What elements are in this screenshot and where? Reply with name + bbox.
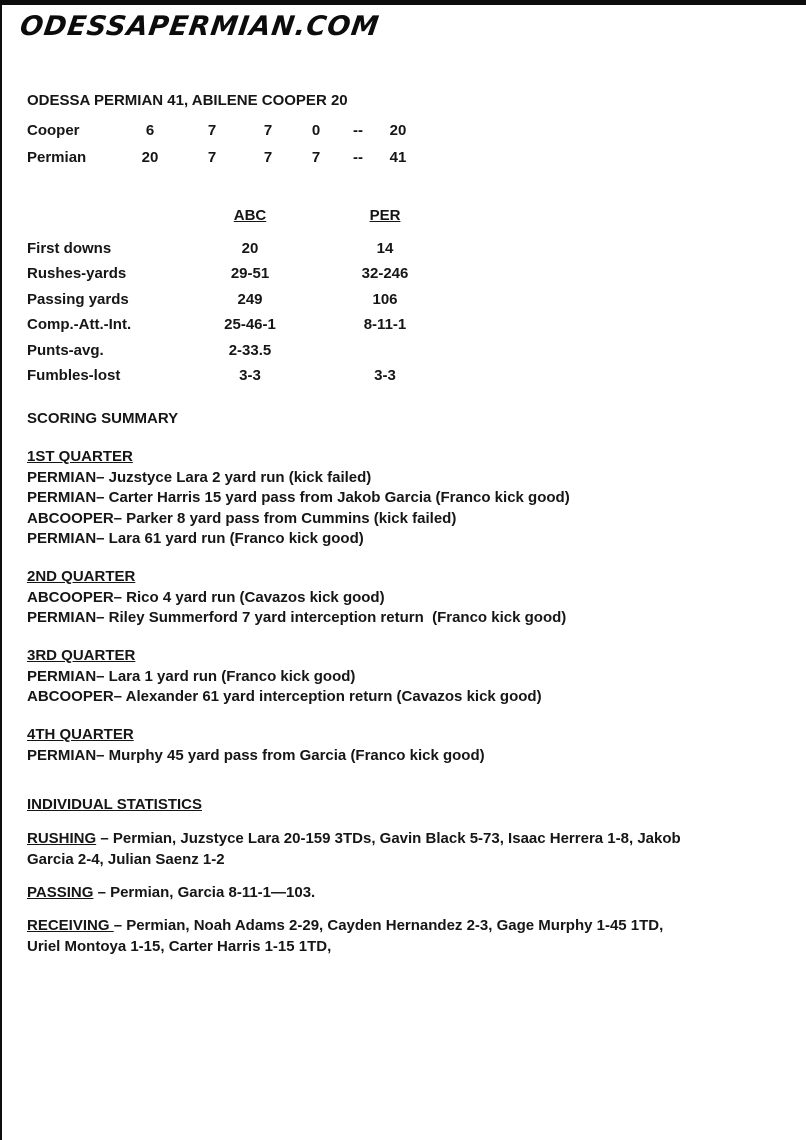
passing-text: – Permian, Garcia 8-11-1—103. [93,883,316,901]
receiving-text: – Permian, Noah Adams 2-29, Cayden Hernandez 2-3, Gage Murphy 1-45 1TD, [113,916,664,934]
stat-value-abc: 3-3 [239,367,261,384]
stat-label: Punts-avg. [27,341,104,359]
stats-header-abc: ABC [233,207,267,224]
site-logo: ODESSAPERMIAN.COM [18,11,382,42]
stat-row [27,338,806,364]
quarter-score: 6 [145,122,155,139]
score-separator: -- [353,149,363,166]
quarter-block-3 [27,646,806,708]
score-separator: -- [353,122,363,139]
quarter-score: 7 [311,149,321,166]
quarter-score: 0 [311,122,321,139]
scoring-play: ABCOOPER– Alexander 61 yard interception return (Cavazos kick good) [27,688,542,705]
quarter-title: 2ND QUARTER [27,568,136,585]
stat-value-abc: 2-33.5 [228,341,272,359]
document-content [2,91,806,957]
passing-section [27,882,747,903]
receiving-line-1 [27,915,747,936]
game-title: ODESSA PERMIAN 41, ABILENE COOPER 20 [27,92,348,109]
stat-label: Passing yards [27,290,129,308]
stat-value-abc: 249 [237,290,263,308]
rushing-line-2: Garcia 2-4, Julian Saenz 1-2 [27,850,225,868]
stat-row [27,363,806,389]
stat-label: Rushes-yards [27,265,127,282]
total-score: 41 [389,149,407,166]
stat-value-per: 14 [376,239,394,257]
stat-label: Fumbles-lost [27,367,121,384]
stat-row [27,312,806,338]
scoring-play: ABCOOPER– Rico 4 yard run (Cavazos kick good) [27,588,385,606]
stat-row [27,236,806,262]
receiving-section [27,915,747,957]
team-stats-header [27,203,806,229]
quarter-title: 1ST QUARTER [27,448,133,465]
scoring-play: PERMIAN– Carter Harris 15 yard pass from Jakob Garcia (Franco kick good) [27,489,570,506]
scoring-play: PERMIAN– Lara 61 yard run (Franco kick good) [27,530,364,547]
team-name: Cooper [27,122,80,139]
scoring-summary-heading: SCORING SUMMARY [27,410,179,427]
team-name: Permian [27,149,87,166]
quarter-score: 7 [263,122,273,139]
quarter-block-1 [27,447,806,550]
stat-value-abc: 25-46-1 [224,316,276,333]
receiving-label: RECEIVING [27,916,114,934]
quarter-block-4 [27,725,806,766]
scoring-play: PERMIAN– Juzstyce Lara 2 yard run (kick failed) [27,468,372,486]
quarter-score: 20 [141,149,159,166]
stat-value-per: 32-246 [361,265,409,282]
stat-row [27,261,806,287]
quarter-title: 4TH QUARTER [27,726,134,743]
linescore-row [27,144,806,171]
total-score: 20 [389,122,407,139]
linescore-row [27,117,806,144]
individual-stats-heading: INDIVIDUAL STATISTICS [27,796,203,813]
scoring-play: PERMIAN– Lara 1 yard run (Franco kick good) [27,667,356,685]
scoring-play: PERMIAN– Murphy 45 yard pass from Garcia (Franco kick good) [27,746,485,764]
stats-header-per: PER [369,207,401,224]
stat-row [27,287,806,313]
stat-value-abc: 29-51 [230,265,270,282]
quarter-block-2 [27,567,806,629]
scoring-play: PERMIAN– Riley Summerford 7 yard interception return (Franco kick good) [27,609,567,626]
stat-value-per: 3-3 [374,367,396,384]
rushing-section [27,828,747,870]
stat-value-abc: 20 [241,239,259,257]
receiving-line-2: Uriel Montoya 1-15, Carter Harris 1-15 1TD, [27,937,332,955]
stat-value-per: 8-11-1 [363,316,407,333]
scoring-play: ABCOOPER– Parker 8 yard pass from Cummins (kick failed) [27,509,457,527]
passing-line-1 [27,882,747,903]
passing-label: PASSING [27,883,94,901]
rushing-label: RUSHING [27,829,97,847]
rushing-line-1 [27,828,747,849]
quarter-title: 3RD QUARTER [27,647,136,664]
quarter-score: 7 [207,122,217,139]
team-stats-table [27,203,806,389]
stat-label: First downs [27,239,112,257]
quarter-score: 7 [207,149,217,166]
stat-label: Comp.-Att.-Int. [27,316,132,333]
rushing-text: – Permian, Juzstyce Lara 20-159 3TDs, Gavin Black 5-73, Isaac Herrera 1-8, Jakob [96,829,681,847]
stat-value-per: 106 [372,290,398,308]
quarter-score: 7 [263,149,273,166]
linescore-table [27,117,806,171]
